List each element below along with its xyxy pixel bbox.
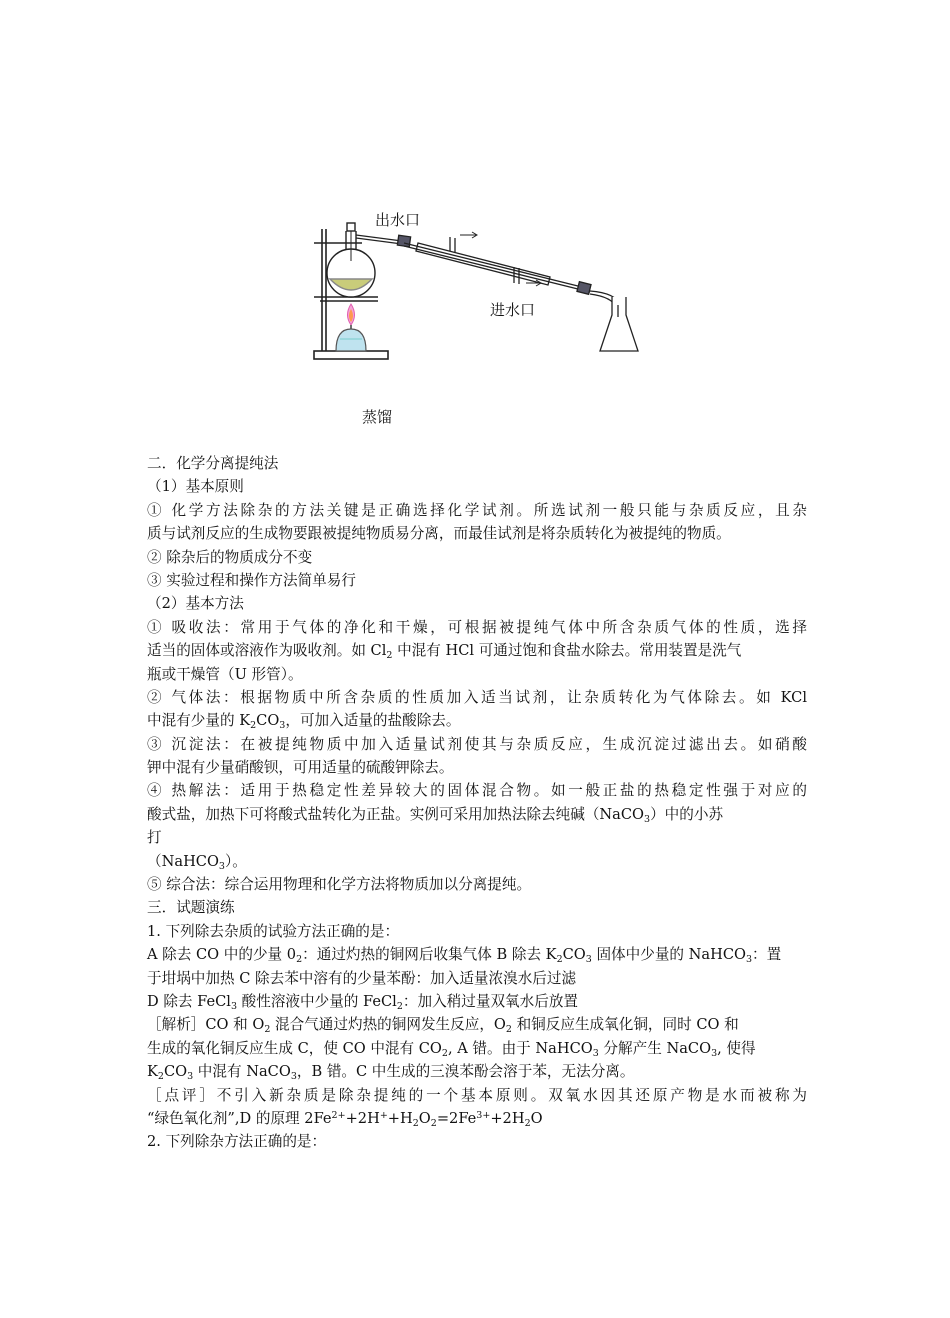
receiving-flask <box>590 291 638 351</box>
principles-heading: （1）基本原则 <box>147 478 244 496</box>
section-3-heading: 三．试题演练 <box>147 899 235 917</box>
method-1-line-3: 瓶或干燥管（U 形管）。 <box>147 665 303 683</box>
method-1-line-2: 适当的固体或溶液作为吸收剂。如 $Cl_2$ 中混有 HCl 可通过饱和食盐水除去。常用装置是洗气 <box>147 642 742 662</box>
analysis-line-1: ［解析］CO 和 $O_2$ 混合气通过灼热的铜网发生反应，$O_2$ 和铜反应生成氧化铜，同时 CO 和 <box>147 1016 739 1036</box>
principle-2: ② 除杂后的物质成分不变 <box>147 548 313 566</box>
section-2-heading: 二．化学分离提纯法 <box>147 455 279 472</box>
method-2-line-1: ② 气体法：根据物质中所含杂质的性质加入适当试剂，让杂质转化为气体除去。如 KCl <box>147 688 807 706</box>
condenser <box>404 232 591 294</box>
methods-heading: （2）基本方法 <box>147 595 244 613</box>
analysis-line-2: 生成的氧化铜反应生成 C，使 CO 中混有 $CO_2$, A 错。由于 NaHCO$_3$ 分解产生 NaCO$_3$, 使得 <box>147 1039 756 1059</box>
question-2: 2. 下列除杂方法正确的是： <box>147 1133 327 1151</box>
method-3-line-1: ③ 沉淀法：在被提纯物质中加入适量试剂使其与杂质反应，生成沉淀过滤出去。如硝酸 <box>147 735 807 753</box>
method-4-line-4: （NaHCO$_3$）。 <box>147 852 247 872</box>
method-3-line-2: 钾中混有少量硝酸钡，可用适量的硫酸钾除去。 <box>147 759 454 777</box>
method-2-line-2: 中混有少量的 $K_2CO_3$，可加入适量的盐酸除去。 <box>147 712 461 732</box>
comment-line-1: ［点评］不引入新杂质是除杂提纯的一个基本原则。双氧水因其还原产物是水而被称为 <box>147 1086 807 1104</box>
question-1-options-line-3: D 除去 FeCl$_3$ 酸性溶液中少量的 FeCl$_2$：加入稍过量双氧水后放置 <box>147 992 579 1012</box>
document-body <box>147 452 807 1154</box>
question-1-options-line-2: 于坩埚中加热 C 除去苯中溶有的少量苯酚：加入适量浓溴水后过滤 <box>147 969 577 987</box>
method-4-line-3: 打 <box>147 829 162 847</box>
question-1: 1. 下列除去杂质的试验方法正确的是： <box>147 922 400 940</box>
alcohol-lamp <box>336 304 366 351</box>
water-outlet-label: 出水口 <box>375 211 421 229</box>
method-4-line-2: 酸式盐，加热下可将酸式盐转化为正盐。实例可采用加热法除去纯碱（NaCO$_3$）中的小苏 <box>147 805 724 825</box>
delivery-tube <box>356 235 411 247</box>
water-inlet-label: 进水口 <box>490 301 536 319</box>
principle-1-line-2: 质与试剂反应的生成物要跟被提纯物质易分离，而最佳试剂是将杂质转化为被提纯的物质。 <box>147 525 731 543</box>
distilling-flask <box>327 223 375 297</box>
principle-1-line-1: ① 化学方法除杂的方法关键是正确选择化学试剂。所选试剂一般只能与杂质反应，且杂 <box>147 501 807 519</box>
analysis-line-3: $K_2CO_3$ 中混有 NaCO$_3$，B 错。C 中生成的三溴苯酚会溶于苯，无法分离。 <box>147 1063 635 1083</box>
principle-3: ③ 实验过程和操作方法简单易行 <box>147 571 356 589</box>
method-5: ⑤ 综合法：综合运用物理和化学方法将物质加以分离提纯。 <box>147 876 532 894</box>
distillation-apparatus-figure <box>300 205 650 365</box>
figure-caption: 蒸馏 <box>362 408 393 426</box>
method-4-line-1: ④ 热解法：适用于热稳定性差异较大的固体混合物。如一般正盐的热稳定性强于对应的 <box>147 782 807 800</box>
comment-line-2: “绿色氧化剂”,D 的原理 $2Fe^{2+}+2H^++H_2O_2=2Fe^{3+}+2H_2O$ <box>147 1109 543 1129</box>
method-1-line-1: ① 吸收法：常用于气体的净化和干燥，可根据被提纯气体中所含杂质气体的性质，选择 <box>147 618 807 636</box>
question-1-options-line-1: A 除去 CO 中的少量 $0_2$：通过灼热的铜网后收集气体 B 除去 $K_2CO_3$ 固体中少量的 NaHCO$_3$：置 <box>147 946 782 966</box>
